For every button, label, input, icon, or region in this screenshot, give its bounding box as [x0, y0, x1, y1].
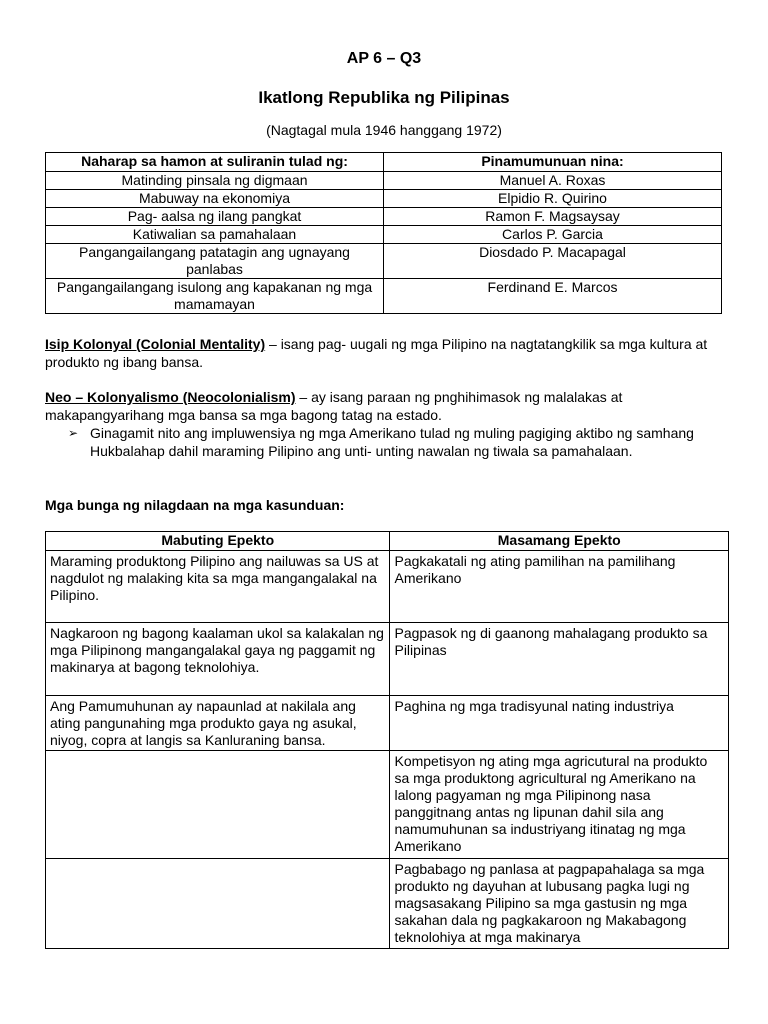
challenge-cell: Mabuway na ekonomiya: [46, 190, 384, 208]
colonial-mentality-text: – isang pag- uugali ng mga Pilipino na nagtatangkilik sa mga kultura at produkto ng ibang bansa.: [45, 336, 708, 370]
table-header-row: [46, 153, 722, 172]
president-cell: Carlos P. Garcia: [384, 226, 722, 244]
table-row: [46, 244, 722, 279]
neocolonialism-text: – ay isang paraan ng pnghihimasok ng malalakas at makapangyarihang mga bansa sa mga bagong tatag na estado.: [45, 389, 623, 423]
bad-effect-cell: Pagbabago ng panlasa at pagpapahalaga sa mga produkto ng dayuhan at lubusang pagka lugi ng magsasakang Pilipino sa mga gastusin ng mga sakahan dala ng pagkakaroon ng Makabagong teknolohiya at mga makinarya: [390, 859, 729, 949]
challenge-cell: Katiwalian sa pamahalaan: [46, 226, 384, 244]
president-cell: Elpidio R. Quirino: [384, 190, 722, 208]
good-effect-cell: Maraming produktong Pilipino ang nailuwas sa US at nagdulot ng malaking kita sa mga mangangalakal na Pilipino.: [46, 551, 390, 623]
page-title: Ikatlong Republika ng Pilipinas: [258, 88, 510, 107]
challenge-cell: Pag- aalsa ng ilang pangkat: [46, 208, 384, 226]
page-subtitle: (Nagtagal mula 1946 hanggang 1972): [266, 122, 502, 138]
colonial-mentality-term: Isip Kolonyal (Colonial Mentality): [45, 336, 266, 352]
table-row: [46, 208, 722, 226]
course-code: AP 6 – Q3: [346, 50, 422, 67]
table-row: [46, 751, 729, 859]
header-bad-effects: Masamang Epekto: [390, 532, 729, 551]
effects-table: [45, 531, 729, 949]
challenge-cell: Pangangailangang patatagin ang ugnayang panlabas: [46, 244, 384, 279]
president-cell: Diosdado P. Macapagal: [384, 244, 722, 279]
good-effect-cell: [46, 751, 390, 859]
good-effect-cell: Ang Pamumuhunan ay napaunlad at nakilala ang ating pangunahing mga produkto gaya ng asukal, niyog, copra at langis sa Kanluraning bansa.: [46, 696, 390, 751]
table-header-row: [46, 532, 729, 551]
neocolonialism-term: Neo – Kolonyalismo (Neocolonialism): [45, 389, 296, 405]
neocolonialism-bullet: [68, 424, 720, 460]
good-effect-cell: Nagkaroon ng bagong kaalaman ukol sa kalakalan ng mga Pilipinong mangangalakal gaya ng paggamit ng makinarya at bagong teknolohiya.: [46, 623, 390, 696]
table-row: [46, 551, 729, 623]
table-row: [46, 279, 722, 314]
neocolonialism-bullet-text: Ginagamit nito ang impluwensiya ng mga Amerikano tulad ng muling pagiging aktibo ng samhang Hukbalahap dahil maraming Pilipino ang unti- unting nawalan ng tiwala sa pamahalaan.: [90, 425, 694, 459]
president-cell: Manuel A. Roxas: [384, 172, 722, 190]
table-row: [46, 172, 722, 190]
bad-effect-cell: Paghina ng mga tradisyunal nating industriya: [390, 696, 729, 751]
arrowhead-bullet-icon: ➢: [68, 426, 79, 440]
challenge-cell: Matinding pinsala ng digmaan: [46, 172, 384, 190]
presidents-table: [45, 152, 722, 314]
header-challenges: Naharap sa hamon at suliranin tulad ng:: [46, 153, 384, 172]
effects-heading: Mga bunga ng nilagdaan na mga kasunduan:: [45, 497, 345, 513]
bad-effect-cell: Kompetisyon ng ating mga agricutural na produkto sa mga produktong agricultural ng Amerikano na lalong pagyaman ng mga Pilipinong nasa panggitnang antas ng lipunan dahil sila ang namumuhunan sa industriyang itinatag ng mga Amerikano: [390, 751, 729, 859]
challenge-cell: Pangangailangang isulong ang kapakanan ng mga mamamayan: [46, 279, 384, 314]
neocolonialism-definition: [45, 388, 725, 424]
table-row: [46, 226, 722, 244]
table-row: [46, 623, 729, 696]
colonial-mentality-definition: [45, 335, 725, 371]
table-row: [46, 190, 722, 208]
president-cell: Ferdinand E. Marcos: [384, 279, 722, 314]
good-effect-cell: [46, 859, 390, 949]
header-good-effects: Mabuting Epekto: [46, 532, 390, 551]
table-row: [46, 696, 729, 751]
bad-effect-cell: Pagkakatali ng ating pamilihan na pamilihang Amerikano: [390, 551, 729, 623]
president-cell: Ramon F. Magsaysay: [384, 208, 722, 226]
table-row: [46, 859, 729, 949]
header-presidents: Pinamumunuan nina:: [384, 153, 722, 172]
bad-effect-cell: Pagpasok ng di gaanong mahalagang produkto sa Pilipinas: [390, 623, 729, 696]
